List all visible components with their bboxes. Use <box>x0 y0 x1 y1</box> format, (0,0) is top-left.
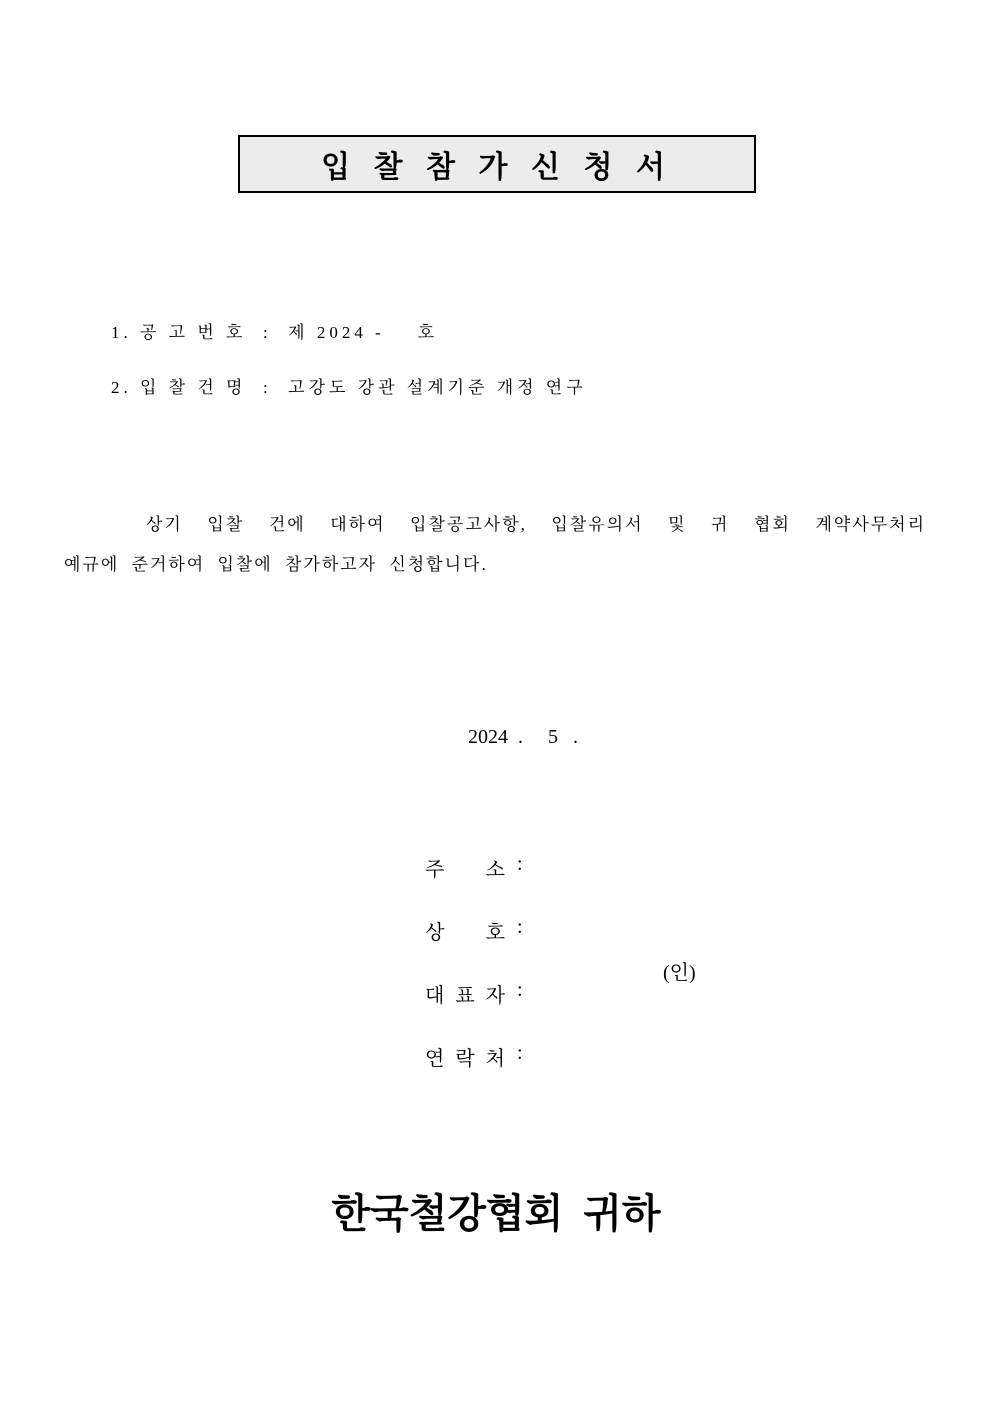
representative-label: 대 표 자 <box>425 985 505 1007</box>
seal-mark: (인) <box>663 962 696 984</box>
application-statement <box>64 505 926 585</box>
statement-line-2: 예규에 준거하여 입찰에 참가하고자 신청합니다. <box>64 555 488 574</box>
form-row-address <box>395 830 523 881</box>
representative-colon: : <box>517 979 523 1001</box>
form-row-contact <box>395 1019 523 1070</box>
company-name-label: 상 호 <box>425 922 505 944</box>
document-title: 입 찰 참 가 신 청 서 <box>321 151 673 184</box>
notice-number-line: 1. 공 고 번 호 : 제 2024 - 호 <box>111 323 439 342</box>
document-title-box <box>238 135 756 193</box>
form-row-representative <box>395 956 696 1007</box>
form-row-company-name <box>395 893 523 944</box>
contact-colon: : <box>517 1042 523 1064</box>
address-label: 주 소 <box>425 859 505 881</box>
contact-label: 연 락 처 <box>425 1048 505 1070</box>
bid-name-line: 2. 입 찰 건 명 : 고강도 강관 설계기준 개정 연구 <box>111 378 587 397</box>
company-name-colon: : <box>517 916 523 938</box>
date-line: 2024 . 5 . <box>468 726 578 748</box>
statement-line-1: 상기 입찰 건에 대하여 입찰공고사항, 입찰유의서 및 귀 협회 계약사무처리 <box>146 515 926 534</box>
applicant-info-form <box>395 830 696 1082</box>
recipient-line: 한국철강협회 귀하 <box>331 1191 661 1236</box>
address-colon: : <box>517 853 523 875</box>
